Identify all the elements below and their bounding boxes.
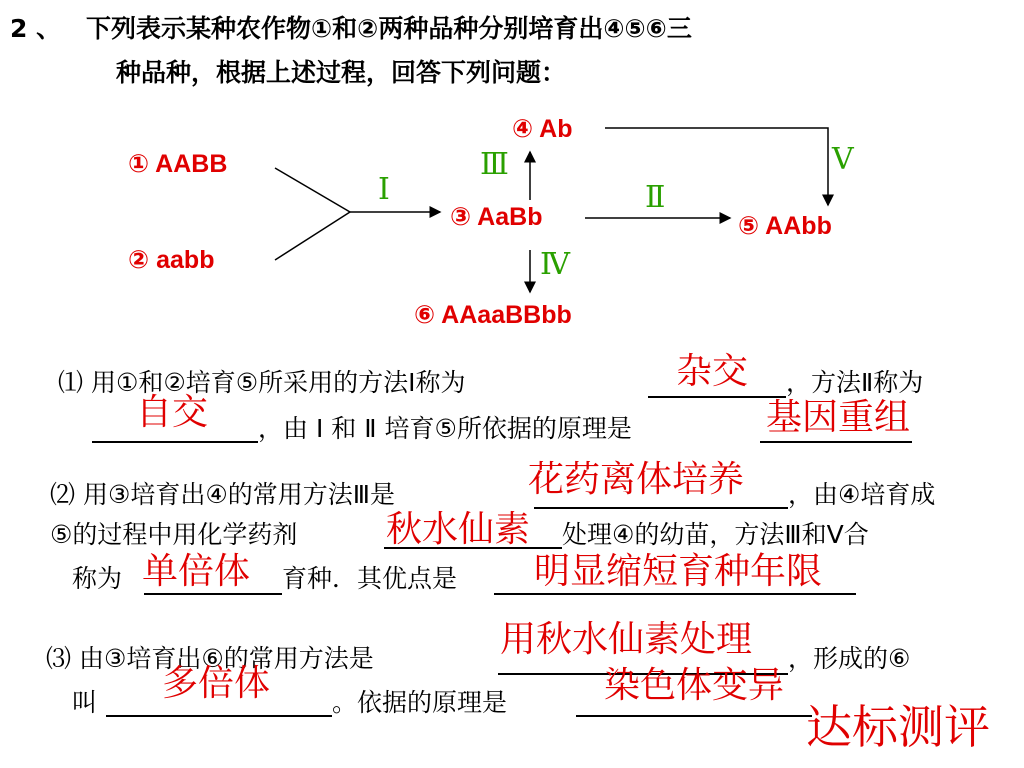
part3-text-d: 。依据的原理是: [332, 688, 508, 717]
part1-answer-1: 杂交: [676, 351, 749, 392]
part2-answer-4: 明显缩短育种年限: [534, 551, 823, 592]
part2-answer-3: 单倍体: [142, 551, 251, 592]
part2-text-e: 称为: [72, 564, 123, 593]
part2-answer-1: 花药离体培养: [528, 459, 745, 500]
method-II-label: Ⅱ: [645, 180, 666, 215]
part3-answer-1: 用秋水仙素处理: [500, 619, 753, 660]
part2-text-d: 处理④的幼苗，方法Ⅲ和Ⅴ合: [562, 520, 869, 549]
part1-blank-2: [92, 440, 258, 443]
part2-blank-3: [144, 592, 282, 595]
part3-text-c: 叫: [72, 688, 98, 717]
part1-answer-3: 基因重组: [766, 397, 911, 438]
part3-text-a: ⑶ 由③培育出⑥的常用方法是: [46, 644, 374, 673]
method-III-label: Ⅲ: [480, 147, 509, 182]
part1-text-a: ⑴ 用①和②培育⑤所采用的方法Ⅰ称为: [58, 368, 466, 397]
method-I-label: Ⅰ: [378, 172, 390, 207]
genotype-3: ③ AaBb: [450, 203, 543, 231]
method-V-label: Ⅴ: [832, 142, 854, 177]
genotype-4: ④ Ab: [512, 115, 573, 143]
part3-text-b: ，形成的⑥: [788, 644, 911, 673]
part2-text-a: ⑵ 用③培育出④的常用方法Ⅲ是: [50, 480, 396, 509]
part3-blank-3: [576, 714, 812, 717]
method-IV-label: Ⅳ: [540, 247, 570, 282]
part1-blank-3: [760, 440, 912, 443]
part1-answer-2: 自交: [136, 392, 209, 433]
part2-text-f: 育种．其优点是: [282, 564, 458, 593]
part3-blank-2: [106, 714, 332, 717]
genotype-1: ① AABB: [128, 150, 228, 178]
part3-answer-3: 染色体变异: [604, 665, 785, 706]
part2-answer-2: 秋水仙素: [386, 509, 531, 550]
cross-line-upper: [275, 168, 350, 212]
question-line-2: 种品种，根据上述过程，回答下列问题：: [116, 58, 567, 87]
part1-text-c: ，由 Ⅰ 和 Ⅱ 培育⑤所依据的原理是: [258, 414, 632, 443]
arrow-V: [605, 128, 828, 205]
part2-text-c: ⑤的过程中用化学药剂: [50, 520, 298, 549]
assessment-stamp: 达标测评: [806, 700, 990, 754]
cross-line-lower: [275, 212, 350, 260]
genotype-6: ⑥ AAaaBBbb: [414, 301, 572, 329]
part2-blank-4: [494, 592, 856, 595]
part3-answer-2: 多倍体: [162, 663, 271, 704]
question-line-1: 下列表示某种农作物①和②两种品种分别培育出④⑤⑥三: [86, 14, 692, 43]
question-number: 2 、: [10, 14, 62, 43]
part2-text-b: ，由④培育成: [788, 480, 936, 509]
genotype-5: ⑤ AAbb: [738, 212, 832, 240]
part2-blank-1: [534, 506, 788, 509]
part1-text-b: ，方法Ⅱ称为: [786, 368, 924, 397]
genotype-2: ② aabb: [128, 246, 215, 274]
